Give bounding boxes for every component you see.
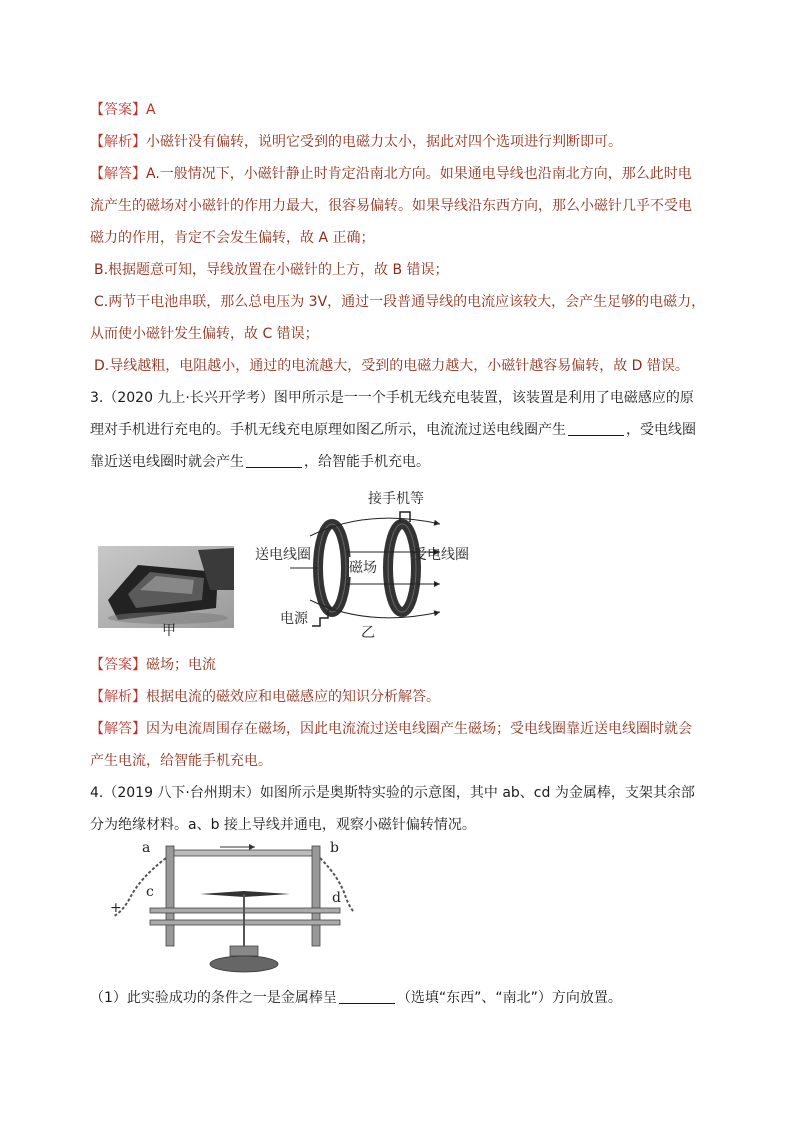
figure-label-jia: 甲 [162, 623, 176, 639]
label-magnetic-field: 磁场 [349, 557, 377, 577]
oersted-apparatus-svg [110, 838, 360, 980]
q4-sub1-text-b: （选填“东西”、“南北”）方向放置。 [396, 990, 622, 1006]
label-send-coil: 送电线圈 [255, 547, 311, 563]
q4-sub1-text-a: （1）此实验成功的条件之一是金属棒呈 [90, 990, 337, 1006]
answer-tag: 【答案】 [90, 657, 146, 673]
analysis-tag: 【解析】 [90, 134, 146, 150]
q3-stem-text-d: ，给智能手机充电。 [304, 454, 430, 470]
answer-tag: 【答案】 [90, 102, 146, 118]
q4-stem-line-1: 4.（2019 八下·台州期末）如图所示是奥斯特实验的示意图，其中 ab、cd 为金属棒，支架其余部 [90, 785, 695, 801]
q3-solution-text: 因为电流周围存在磁场，因此电流流过送电线圈产生磁场；受电线圈靠近送电线圈时就会 [146, 721, 692, 737]
q2-solution-line-1 [90, 164, 692, 184]
label-c: c [146, 884, 154, 900]
answer-blank[interactable] [568, 421, 624, 436]
q2-answer-line [90, 100, 156, 120]
solution-tag: 【解答】 [90, 166, 146, 182]
q2-analysis: 小磁针没有偏转，说明它受到的电磁力太小，据此对四个选项进行判断即可。 [146, 134, 622, 150]
q2-solution-line-4: B.根据题意可知，导线放置在小磁针的上方，故 B 错误； [94, 262, 449, 278]
label-a: a [142, 840, 151, 856]
q2-solution-line-2: 流产生的磁场对小磁针的作用力最大，很容易偏转。如果导线沿东西方向，那么小磁针几乎不受电 [90, 198, 692, 214]
q3-stem-text-a: 理对手机进行充电的。手机无线充电原理如图乙所示，电流流过送电线圈产生 [90, 422, 566, 438]
q3-analysis: 根据电流的磁效应和电磁感应的知识分析解答。 [146, 689, 440, 705]
figure-coil-diagram [250, 488, 490, 640]
q3-answer: 磁场；电流 [146, 657, 216, 673]
q3-answer-line [90, 655, 216, 675]
q4-sub1-line [90, 988, 622, 1008]
label-d: d [332, 890, 341, 906]
q2-solution-text: A.一般情况下，小磁针静止时肯定沿南北方向。如果通电导线也沿南北方向，那么此时电 [146, 166, 692, 182]
q4-stem-line-2: 分为绝缘材料。a、b 接上导线并通电，观察小磁针偏转情况。 [90, 817, 476, 833]
figure-phone-charger [98, 490, 240, 640]
q2-solution-line-3: 磁力的作用，肯定不会发生偏转，故 A 正确； [90, 230, 375, 246]
q3-stem-text-c: 靠近送电线圈时就会产生 [90, 454, 244, 470]
label-plus: + [110, 900, 122, 916]
q2-answer: A [146, 102, 156, 118]
q2-analysis-line [90, 132, 622, 152]
analysis-tag: 【解析】 [90, 689, 146, 705]
q3-solution-line-1 [90, 719, 692, 739]
label-receive-coil: 受电线圈 [413, 547, 469, 563]
figure-label-yi: 乙 [361, 625, 375, 641]
q2-solution-line-5: C.两节干电池串联，那么总电压为 3V，通过一段普通导线的电流应该较大，会产生足够的电磁力， [94, 294, 706, 310]
answer-blank[interactable] [246, 453, 302, 468]
q3-stem-line-2 [90, 420, 696, 440]
figure-oersted-experiment [110, 838, 360, 980]
q2-solution-line-6: 从而使小磁针发生偏转，故 C 错误； [90, 326, 319, 342]
answer-blank[interactable] [339, 989, 395, 1004]
label-power-source: 电源 [280, 611, 308, 627]
q3-analysis-line [90, 687, 440, 707]
q3-solution-line-2: 产生电流，给智能手机充电。 [90, 753, 272, 769]
label-connect-phone: 接手机等 [368, 491, 424, 507]
q2-solution-line-7: D.导线越粗，电阻越小，通过的电流越大，受到的电磁力越大，小磁针越容易偏转，故 D 错误。 [94, 358, 689, 374]
phone-charger-photo [98, 490, 240, 640]
label-b: b [330, 840, 339, 856]
q3-stem-line-3 [90, 452, 430, 472]
solution-tag: 【解答】 [90, 721, 146, 737]
q3-stem-line-1: 3.（2020 九上·长兴开学考）图甲所示是一一个手机无线充电装置，该装置是利用了电磁感应的原 [90, 390, 694, 406]
q3-stem-text-b: ，受电线圈 [626, 422, 696, 438]
